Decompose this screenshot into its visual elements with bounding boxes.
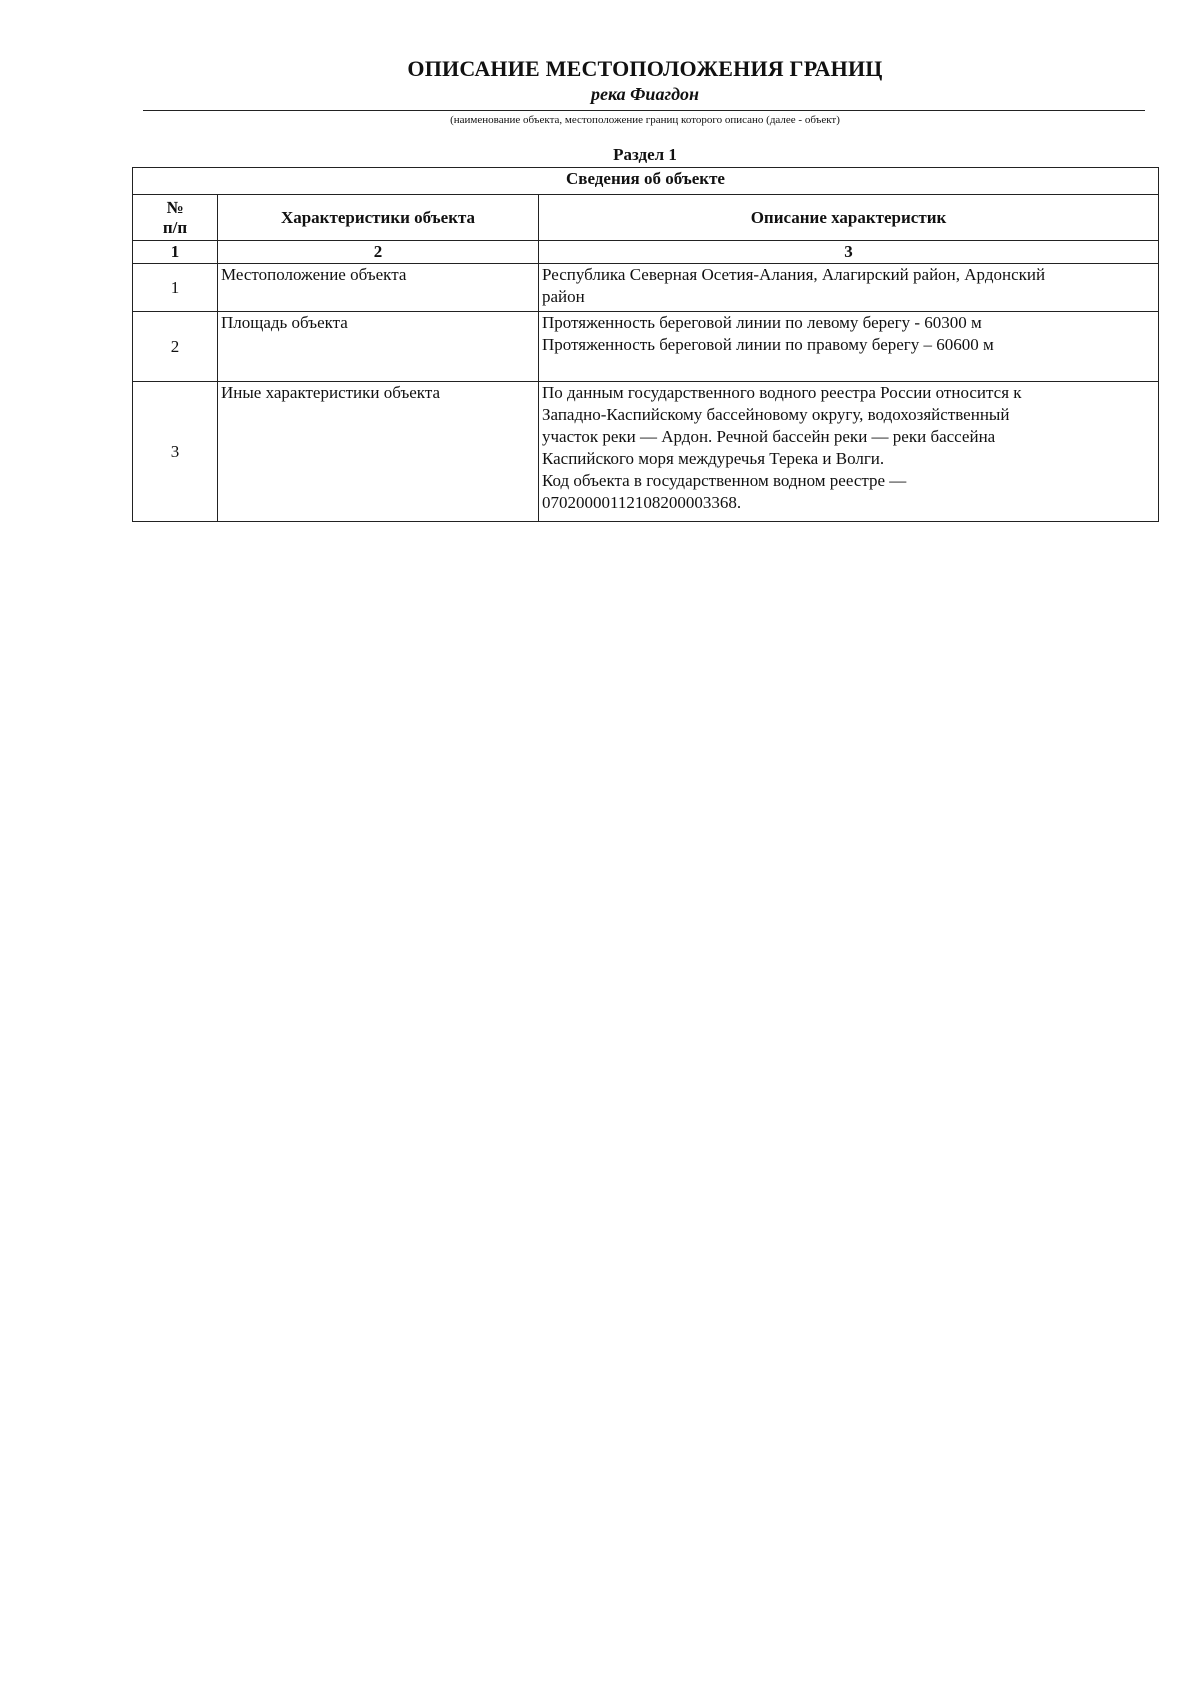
description-line: Западно-Каспийскому бассейновому округу, водохозяйственный — [542, 405, 1010, 424]
table-header-row — [133, 195, 1159, 241]
row-description — [539, 382, 1159, 522]
table-caption-row — [133, 168, 1159, 195]
table-row — [133, 312, 1159, 382]
column-number: 2 — [218, 241, 539, 264]
column-number-row — [133, 241, 1159, 264]
row-description — [539, 264, 1159, 312]
document-title: ОПИСАНИЕ МЕСТОПОЛОЖЕНИЯ ГРАНИЦ — [407, 56, 883, 81]
table-row — [133, 382, 1159, 522]
table-row — [133, 264, 1159, 312]
row-number: 1 — [133, 264, 218, 312]
row-characteristic: Площадь объекта — [218, 312, 539, 382]
description-line: Код объекта в государственном водном реестре — — [542, 471, 907, 490]
header-number-symbol: № — [166, 197, 184, 217]
column-number: 3 — [539, 241, 1159, 264]
section-title: Раздел 1 — [613, 145, 677, 164]
object-name: река Фиагдон — [590, 84, 700, 104]
row-characteristic: Иные характеристики объекта — [218, 382, 539, 522]
description-line: По данным государственного водного реестра России относится к — [542, 383, 1022, 402]
object-name-underline — [143, 110, 1145, 111]
description-line: участок реки — Ардон. Речной бассейн реки — реки бассейна — [542, 427, 996, 446]
object-info-table — [132, 167, 1159, 522]
description-line: район — [542, 287, 585, 306]
table-caption: Сведения об объекте — [133, 168, 1159, 195]
row-description — [539, 312, 1159, 382]
description-line: 07020000112108200003368. — [542, 493, 742, 512]
header-number-abbrev: п/п — [162, 217, 188, 237]
description-line: Протяженность береговой линии по левому берегу - 60300 м — [542, 313, 982, 332]
column-number: 1 — [133, 241, 218, 264]
header-number — [133, 195, 218, 241]
object-name-caption: (наименование объекта, местоположение границ которого описано (далее - объект) — [450, 114, 840, 126]
description-line: Республика Северная Осетия-Алания, Алагирский район, Ардонский — [542, 265, 1046, 284]
description-line: Каспийского моря междуречья Терека и Волги. — [542, 449, 885, 468]
header-description: Описание характеристик — [539, 195, 1159, 241]
description-line: Протяженность береговой линии по правому берегу – 60600 м — [542, 335, 994, 354]
row-characteristic: Местоположение объекта — [218, 264, 539, 312]
header-characteristics: Характеристики объекта — [218, 195, 539, 241]
row-number: 3 — [133, 382, 218, 522]
row-number: 2 — [133, 312, 218, 382]
